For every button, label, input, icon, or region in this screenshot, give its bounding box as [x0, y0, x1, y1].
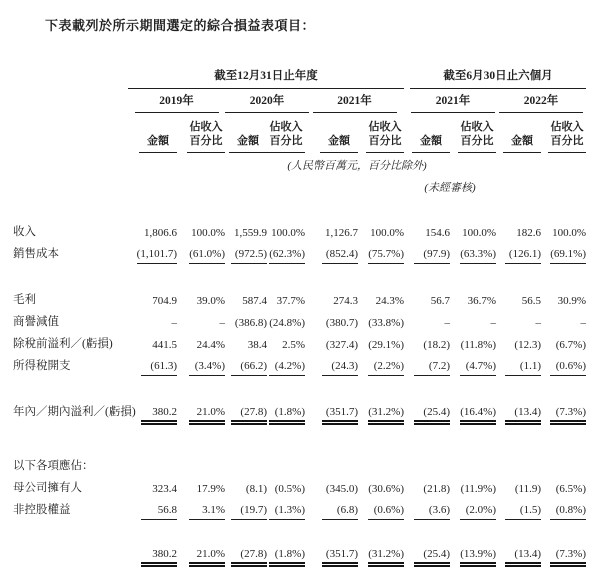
table-row [13, 499, 586, 521]
cell-value: (6.5%) [555, 483, 586, 495]
cell-value: 56.5 [521, 295, 541, 307]
cell-value: (1.5) [505, 504, 541, 520]
cell-value: (3.4%) [189, 360, 225, 376]
cell-value: (8.1) [245, 483, 267, 495]
cell-value: (4.7%) [460, 360, 496, 376]
cell-value: (29.1%) [368, 339, 404, 351]
cell-value: – [444, 317, 450, 329]
pct-of-revenue-header: 佔收入 百分比 [366, 120, 404, 153]
table-row [13, 289, 586, 311]
table-header [13, 63, 586, 197]
units-note-row [13, 153, 586, 177]
spacer-row [13, 265, 586, 289]
cell-value: (12.3) [514, 339, 541, 351]
table-row [13, 477, 586, 499]
pct-of-revenue-header: 佔收入 百分比 [267, 120, 305, 153]
cell-value: (25.4) [414, 548, 450, 567]
cell-value: (1.8%) [269, 406, 305, 425]
cell-value: (27.8) [231, 406, 267, 425]
cell-value: (24.3) [322, 360, 358, 376]
cell-value: 100.0% [271, 227, 305, 239]
unaudited-note: (未經審核) [424, 182, 476, 194]
cell-value: (61.3) [141, 360, 177, 376]
period-group-row [13, 63, 586, 89]
cell-value: 380.2 [141, 548, 177, 567]
units-note: (人民幣百萬元，百分比除外) [287, 160, 427, 172]
cell-value: (31.2%) [368, 548, 404, 567]
row-label: 收入 [13, 226, 36, 238]
amount-header: 金額 [412, 132, 450, 153]
year-header-2022-interim: 2022年 [499, 92, 583, 113]
cell-value: (61.0%) [189, 248, 225, 264]
pct-of-revenue-header: 佔收入 百分比 [187, 120, 225, 153]
cell-value: (852.4) [322, 248, 358, 264]
row-label: 所得稅開支 [13, 360, 71, 372]
cell-value: 2.5% [282, 339, 305, 351]
cell-value: 24.3% [375, 295, 404, 307]
row-label: 母公司擁有人 [13, 482, 82, 494]
cell-value: – [490, 317, 496, 329]
cell-value: 30.9% [557, 295, 586, 307]
cell-value: 38.4 [247, 339, 267, 351]
cell-value: (97.9) [414, 248, 450, 264]
cell-value: (327.4) [325, 339, 358, 351]
page-title: 下表載列於所示期間選定的綜合損益表項目： [45, 18, 316, 33]
cell-value: 704.9 [152, 295, 177, 307]
cell-value: (380.7) [325, 317, 358, 329]
cell-value: 1,559.9 [234, 227, 267, 239]
cell-value: (1.8%) [269, 548, 305, 567]
cell-value: (3.6) [414, 504, 450, 520]
table-row [13, 401, 586, 423]
table-row [13, 333, 586, 355]
cell-value: 39.0% [196, 295, 225, 307]
cell-value: (1.1) [505, 360, 541, 376]
cell-value: (2.0%) [460, 504, 496, 520]
cell-value: 37.7% [276, 295, 305, 307]
cell-value: – [580, 317, 586, 329]
cell-value: 154.6 [425, 227, 450, 239]
cell-value: (24.8%) [269, 317, 305, 329]
row-label: 非控股權益 [13, 504, 71, 516]
year-header-row [13, 89, 586, 114]
cell-value: 323.4 [152, 483, 177, 495]
cell-value: (11.9%) [460, 483, 496, 495]
cell-value: (7.3%) [550, 548, 586, 567]
cell-value: 182.6 [516, 227, 541, 239]
table-row [13, 243, 586, 265]
cell-value: (0.5%) [274, 483, 305, 495]
year-header-2021: 2021年 [313, 92, 397, 113]
cell-value: (11.8%) [460, 339, 496, 351]
spacer-row [13, 197, 586, 221]
cell-value: (19.7) [231, 504, 267, 520]
cell-value: (0.6%) [550, 360, 586, 376]
amount-header: 金額 [320, 132, 358, 153]
cell-value: (13.9%) [460, 548, 496, 567]
spacer-row [13, 423, 586, 455]
cell-value: (7.3%) [550, 406, 586, 425]
cell-value: 56.8 [141, 504, 177, 520]
cell-value: (6.7%) [555, 339, 586, 351]
column-group-interim: 截至6月30日止六個月 [410, 63, 586, 89]
cell-value: (1.3%) [269, 504, 305, 520]
row-label: 商譽減值 [13, 316, 59, 328]
cell-value: 21.0% [189, 548, 225, 567]
cell-value: (63.3%) [460, 248, 496, 264]
cell-value: (0.6%) [368, 504, 404, 520]
unaudited-note-row [13, 177, 586, 197]
pct-of-revenue-header: 佔收入 百分比 [458, 120, 496, 153]
cell-value: – [535, 317, 541, 329]
cell-value: – [171, 317, 177, 329]
table-body [13, 197, 586, 565]
table-row [13, 543, 586, 565]
cell-value: (345.0) [325, 483, 358, 495]
cell-value: 1,126.7 [325, 227, 358, 239]
cell-value: (16.4%) [460, 406, 496, 425]
amount-header: 金額 [139, 132, 177, 153]
income-statement-table [13, 63, 586, 565]
row-label: 年內／期內溢利／(虧損) [13, 406, 136, 418]
row-label: 除稅前溢利／(虧損) [13, 338, 113, 350]
cell-value: 441.5 [152, 339, 177, 351]
cell-value: 56.7 [430, 295, 450, 307]
cell-value: (6.8) [322, 504, 358, 520]
row-label: 毛利 [13, 294, 36, 306]
cell-value: 17.9% [196, 483, 225, 495]
cell-value: 100.0% [552, 227, 586, 239]
cell-value: (1,101.7) [137, 248, 177, 264]
cell-value: (31.2%) [368, 406, 404, 425]
cell-value: (351.7) [322, 548, 358, 567]
amount-header: 金額 [229, 132, 267, 153]
cell-value: 380.2 [141, 406, 177, 425]
cell-value: 274.3 [333, 295, 358, 307]
cell-value: (0.8%) [550, 504, 586, 520]
row-label [13, 543, 128, 565]
cell-value: 21.0% [189, 406, 225, 425]
cell-value: 100.0% [462, 227, 496, 239]
measure-header-row [13, 113, 586, 153]
cell-value: (2.2%) [368, 360, 404, 376]
row-label: 銷售成本 [13, 248, 59, 260]
cell-value: (62.3%) [269, 248, 305, 264]
cell-value: (4.2%) [269, 360, 305, 376]
cell-value: (351.7) [322, 406, 358, 425]
cell-value: (33.8%) [368, 317, 404, 329]
cell-value: (126.1) [505, 248, 541, 264]
year-header-2019: 2019年 [135, 92, 219, 113]
spacer-row [13, 521, 586, 543]
cell-value: (13.4) [505, 406, 541, 425]
cell-value: (66.2) [231, 360, 267, 376]
cell-value: 3.1% [189, 504, 225, 520]
cell-value: 24.4% [196, 339, 225, 351]
pct-of-revenue-header: 佔收入 百分比 [548, 120, 586, 153]
cell-value: (69.1%) [550, 248, 586, 264]
cell-value: (13.4) [505, 548, 541, 567]
cell-value: (25.4) [414, 406, 450, 425]
cell-value: (7.2) [414, 360, 450, 376]
cell-value: (972.5) [231, 248, 267, 264]
cell-value: (18.2) [423, 339, 450, 351]
table-row [13, 221, 586, 243]
amount-header: 金額 [503, 132, 541, 153]
spacer-row [13, 377, 586, 401]
row-label: 以下各項應佔： [13, 460, 94, 472]
cell-value: (11.9) [514, 483, 541, 495]
year-header-2020: 2020年 [225, 92, 309, 113]
cell-value: 100.0% [191, 227, 225, 239]
column-group-annual: 截至12月31日止年度 [128, 63, 404, 89]
cell-value: 100.0% [370, 227, 404, 239]
cell-value: 36.7% [467, 295, 496, 307]
cell-value: – [219, 317, 225, 329]
cell-value: 1,806.6 [144, 227, 177, 239]
cell-value: (386.8) [234, 317, 267, 329]
table-row [13, 355, 586, 377]
cell-value: (75.7%) [368, 248, 404, 264]
cell-value: 587.4 [242, 295, 267, 307]
table-row [13, 311, 586, 333]
cell-value: (21.8) [423, 483, 450, 495]
year-header-2021-interim: 2021年 [411, 92, 495, 113]
cell-value: (30.6%) [368, 483, 404, 495]
cell-value: (27.8) [231, 548, 267, 567]
table-row [13, 455, 586, 477]
